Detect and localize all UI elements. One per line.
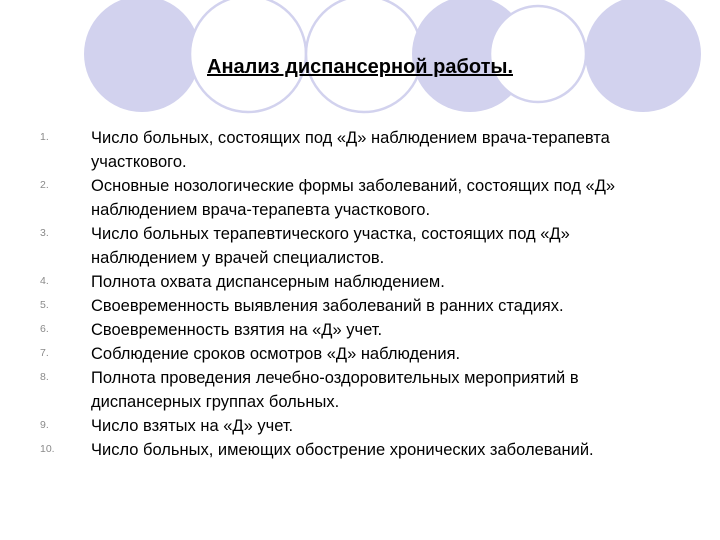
- item-text: Число больных, имеющих обострение хронических заболеваний.: [91, 441, 594, 459]
- list-item: [0, 294, 720, 318]
- item-number: 10.: [40, 443, 55, 455]
- item-number: 3.: [40, 227, 49, 239]
- list-item: [0, 270, 720, 294]
- slide-title: Анализ диспансерной работы.: [207, 56, 513, 78]
- list-item: [0, 222, 720, 270]
- analysis-list: [0, 126, 720, 462]
- item-number: 5.: [40, 299, 49, 311]
- list-item: [0, 414, 720, 438]
- item-number: 7.: [40, 347, 49, 359]
- item-text: Своевременность выявления заболеваний в ранних стадиях.: [91, 297, 564, 315]
- item-number: 2.: [40, 179, 49, 191]
- item-text: Число больных, состоящих под «Д» наблюдением врача-терапевта участкового.: [91, 129, 610, 171]
- item-text: Соблюдение сроков осмотров «Д» наблюдения.: [91, 345, 461, 363]
- list-item: [0, 126, 720, 174]
- item-text: Своевременность взятия на «Д» учет.: [91, 321, 383, 339]
- item-text: Полнота проведения лечебно-оздоровительных мероприятий в диспансерных группах больных.: [91, 369, 579, 411]
- item-text: Основные нозологические формы заболеваний, состоящих под «Д» наблюдением врача-терапевта участкового.: [91, 177, 616, 219]
- list-item: [0, 174, 720, 222]
- item-number: 6.: [40, 323, 49, 335]
- item-number: 9.: [40, 419, 49, 431]
- list-item: [0, 366, 720, 414]
- item-text: Полнота охвата диспансерным наблюдением.: [91, 273, 445, 291]
- item-number: 1.: [40, 131, 49, 143]
- item-text: Число больных терапевтического участка, состоящих под «Д» наблюдением у врачей специалистов.: [91, 225, 570, 267]
- list-item: [0, 438, 720, 462]
- list-item: [0, 342, 720, 366]
- item-number: 8.: [40, 371, 49, 383]
- item-number: 4.: [40, 275, 49, 287]
- decor-circle-5: [490, 6, 586, 102]
- list-item: [0, 318, 720, 342]
- item-text: Число взятых на «Д» учет.: [91, 417, 294, 435]
